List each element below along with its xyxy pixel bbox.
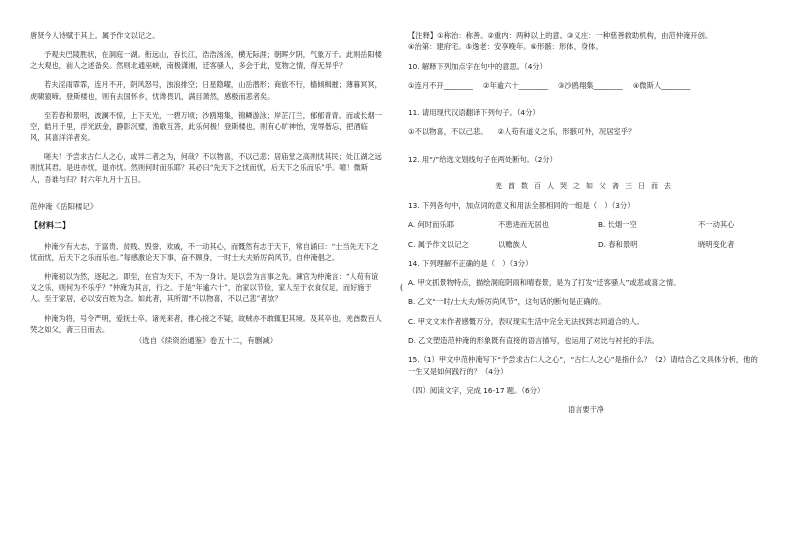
q14-option: C. 甲文文末作者感慨万分，表叹现实生活中完全无法找到志同道合的人。 xyxy=(408,316,644,326)
q11-item: ②人苟有道义之乐，形骸可外，况居室乎？ xyxy=(497,127,636,137)
passage-paragraph: 予观夫巴陵胜状，在洞庭一湖。衔远山，吞长江，浩浩汤汤，横无际涯；朝晖夕阴，气象万千。此则岳阳楼之大观也，前人之述备矣。然则北通巫峡，南极潇湘，迁客骚人，多会于此，览物之情，得无异乎？ xyxy=(30,50,382,71)
q10-item: ③沙鸥翔集________ xyxy=(557,80,623,90)
material-paragraph: 仲淹少有大志，于富贵、贫贱、毁誉、欢戚，不一动其心，而慨然有志于天下，常自诵曰：“士当先天下之忧而忧，后天下之乐而乐也。”每感激论天下事，奋不顾身，一时士大夫矫厉尚风节，自仲淹倡之。 xyxy=(30,241,379,262)
passage-paragraph: 至若春和景明，波澜不惊，上下天光，一碧万顷；沙鸥翔集，锦鳞游泳；岸芷汀兰，郁郁青青。而或长烟一空，皓月千里，浮光跃金，静影沉璧，渔歌互答，此乐何极！登斯楼也，则有心旷神怡，宠辱偕忘，把酒临风，其喜洋洋者矣。 xyxy=(30,110,382,143)
q14-option: B. 乙文“一时/士大夫/矫厉尚风节”，这句话的断句是正确的。 xyxy=(408,297,606,307)
passage-paragraph: 嗟夫！予尝求古仁人之心，或异二者之为，何哉？不以物喜，不以己悲；居庙堂之高则忧其民；处江湖之远则忧其君。是进亦忧，退亦忧。然则何时而乐耶？其必曰“先天下之忧而忧，后天下之乐而乐”乎。噫！微斯人，吾谁与归？时六年九月十五日。 xyxy=(30,152,382,184)
q11-item: ①不以物喜，不以己悲。 xyxy=(408,127,488,137)
right-column xyxy=(408,30,764,415)
question-11: 11. 请用现代汉语翻译下列句子。（4分） xyxy=(408,108,540,118)
material-paragraph: 仲淹为将，号令严明，爱抚士卒。诸羌来者，推心接之不疑，故贼亦不敢辄犯其境。及其卒也，羌酋数百人哭之如父，斋三日而去。 xyxy=(30,313,382,334)
q14-option: A. 甲文抓景物特点，描绘洞庭阴雨和晴春景，是为了打发“迁客骚人”或悲或喜之情。 xyxy=(408,278,681,288)
passage-paragraph: 若夫淫雨霏霏，连月不开，阴风怒号，浊浪排空；日星隐曜，山岳潜形；商旅不行，樯倾楫摧；薄暮冥冥，虎啸猿啼。登斯楼也，则有去国怀乡，忧谗畏讥，满目萧然，感极而悲者矣。 xyxy=(30,80,382,101)
question-11-items xyxy=(408,126,764,137)
q14-option: D. 乙文塑造范仲淹的形象既有直接的语言描写，也运用了对比与衬托的手法。 xyxy=(408,336,660,345)
question-12: 12. 用“/”给选文划线句子在两处断句。（2分） xyxy=(408,154,557,164)
q13-row xyxy=(408,239,764,250)
q13-option: D. 春和景明 xyxy=(598,239,638,249)
section-4-heading: （四）阅读文字，完成 16-17 题。（6分） xyxy=(408,385,545,395)
q13-option: B. 长烟一空 xyxy=(598,220,637,230)
question-10: 10. 解释下列加点字在句中的意思。（4分） xyxy=(408,61,547,71)
question-10-items xyxy=(408,80,764,91)
material-heading: 【材料二】 xyxy=(30,221,70,231)
q13-option: 不一动其心 xyxy=(698,220,735,230)
question-15: 15.（1）甲文中范仲淹写下“予尝求古仁人之心”，“古仁人之心”是指什么？（2）请结合乙文具体分析，他的一生又是如何践行的？（4分） xyxy=(408,355,758,376)
material-paragraph: 仲淹初以为然，逐起之。即至，在官为天下，不为一身计。是以尝为言事之先。谏官为仲淹言：“人苟有谊义之乐，则何为不乐乎？”仲淹为其言，行之。于是“年逾六十”，治家以节俭，家人至于衣食仅足，而好施于人。至于家居，必以安百姓为念。如此者，其所谓“不以物喜，不以己悲”者欤？ xyxy=(30,272,379,304)
punctuation-sentence: 羌酋数百人哭之如父斋三日而去 xyxy=(495,182,677,191)
notes: ④治第：建府宅。⑤逸老：安享晚年。⑥形骸：形体、身体。 xyxy=(408,42,603,52)
q13-option: 晓明变化者 xyxy=(698,239,735,249)
q10-item: ①连月不开________ xyxy=(408,80,473,90)
q13-row xyxy=(408,219,764,230)
q10-item: ④微斯人________ xyxy=(632,80,691,90)
q13-option: 不患进而无居也 xyxy=(498,220,550,230)
left-column xyxy=(30,30,382,346)
notes: 【注释】①称治：称善。②重内：两种以上的意。③义庄：一种慈善救助机构，由范仲淹开创。 xyxy=(408,31,713,40)
source-line: 范仲淹《岳阳楼记》 xyxy=(30,201,98,211)
q13-option: C. 属予作文以记之 xyxy=(408,239,469,249)
q10-item: ②年逾六十________ xyxy=(482,80,548,90)
article-title: 语言要干净 xyxy=(568,405,604,415)
question-14: 14. 下列理解不正确的是（ ）（3分） xyxy=(408,258,533,268)
margin-paren: ( xyxy=(400,283,404,292)
q13-option: 以赡族人 xyxy=(498,239,528,249)
source-citation: （选自《续资治通鉴》卷五十二，有删减） xyxy=(134,335,278,345)
question-13: 13. 下列各句中，加点词的意义和用法全都相同的一组是（ ）（3分） xyxy=(408,200,635,210)
q13-option: A. 何时而乐耶 xyxy=(408,220,454,230)
passage-paragraph: 唐贤今人诗赋于其上。属予作文以记之。 xyxy=(30,31,160,40)
